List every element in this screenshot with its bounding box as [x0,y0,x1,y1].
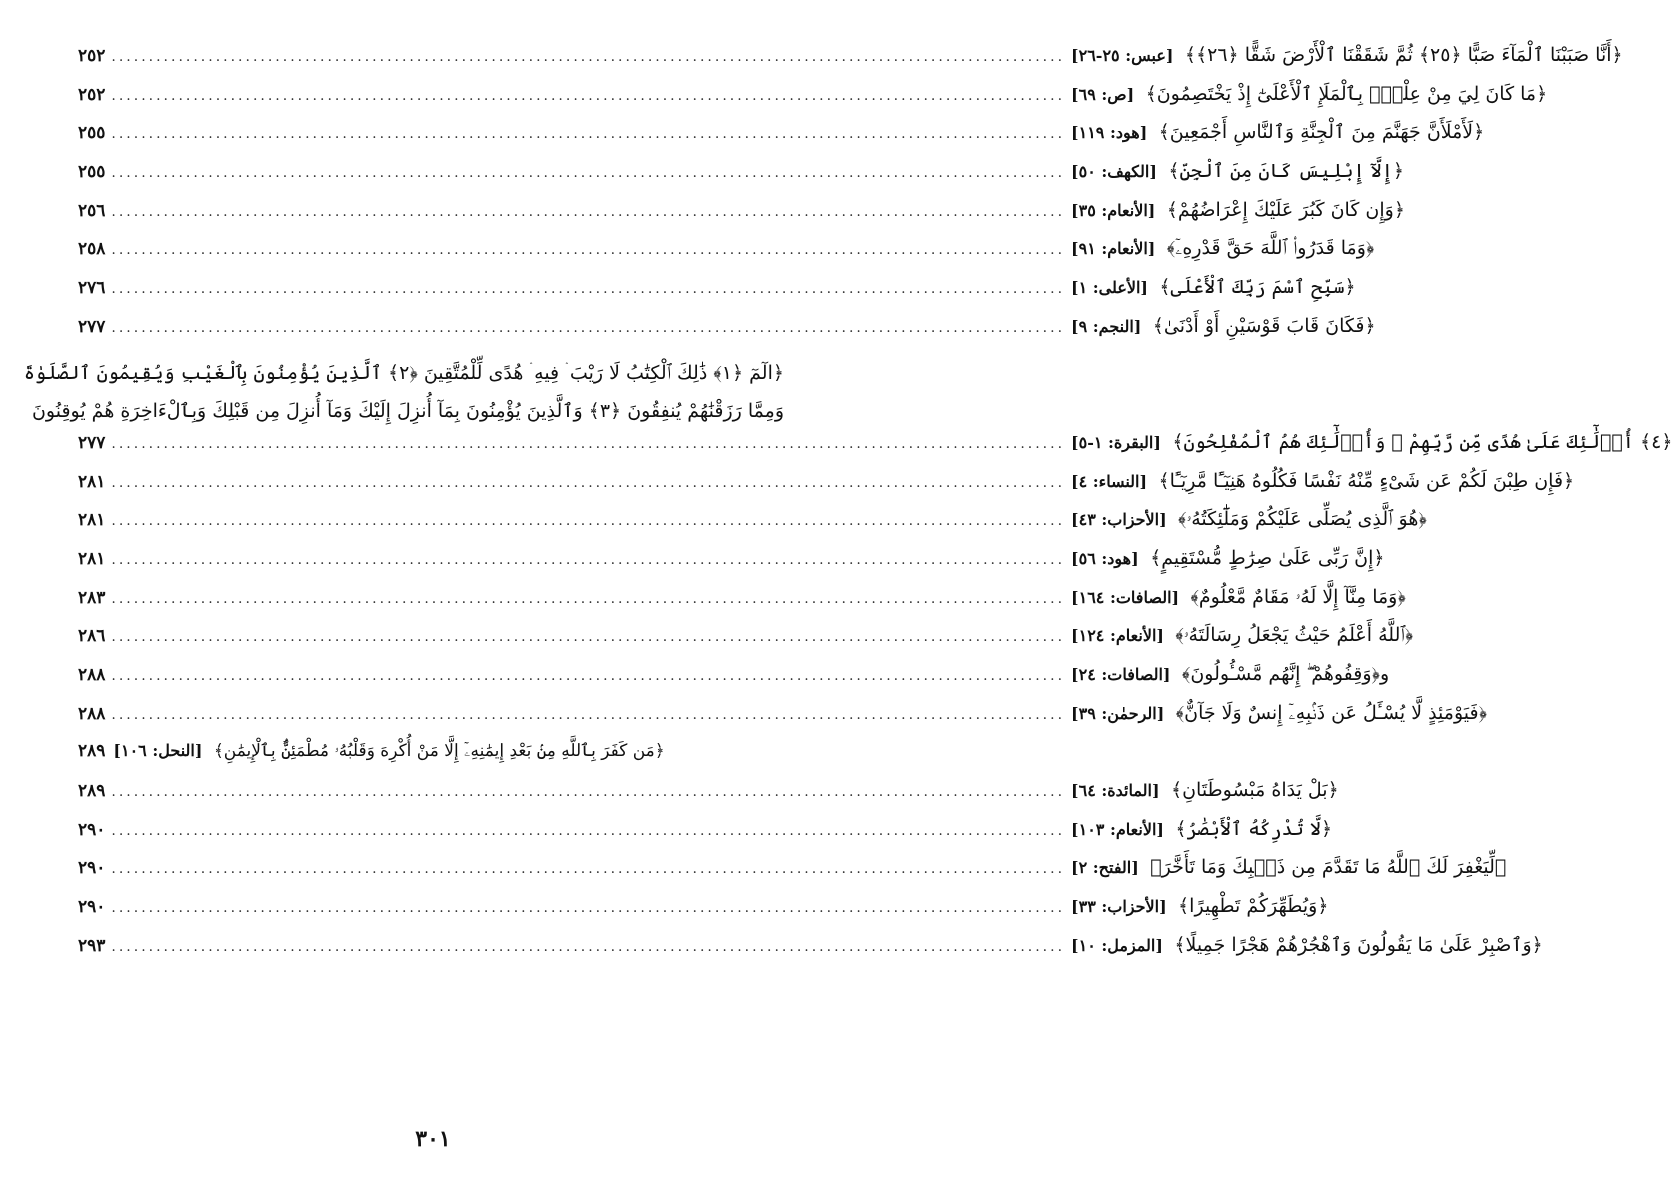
surah-ref: [الأنعام: ١٢٤] [1071,626,1164,646]
index-row [78,508,1427,547]
verse-text: ﴿أَنَّا صَبَبْنَا ٱلْمَآءَ صَبًّا ﴿٢٥﴾ ثُمَّ شَقَقْنَا ٱلْأَرْضَ شَقًّا ﴿٢٦﴾﴾ [1184,44,1623,66]
page-ref: ٢٥٨ [78,239,106,260]
leader-dots [111,900,1065,916]
page-ref: ٢٨١ [78,471,106,492]
surah-ref: [الأنعام: ١٠٣] [1071,819,1164,839]
index-row [78,276,1356,315]
page-ref: ٢٨٨ [78,665,106,685]
page-ref: ٢٩٠ [78,819,106,840]
verse-text: ﴿فَيَوْمَئِذٍ لَّا يُسْـَٔلُ عَن ذَنۢبِهِۦٓ إِنسٌ وَلَا جَآنٌّ﴾ [1175,701,1488,724]
page-ref: ٢٨٩ [78,741,106,762]
index-row [78,121,1485,160]
verse-text: ﴿سَبِّحِ ٱسْمَ رَبِّكَ ٱلْأَعْلَى﴾ [1159,276,1356,299]
leader-dots [111,939,1065,955]
index-row [78,237,1375,276]
page-ref: ٢٨٣ [78,587,106,608]
leader-dots [111,88,1065,104]
page-ref: ٢٨١ [78,548,106,569]
index-row [78,663,1390,702]
verse-text: ﴿وَمَا قَدَرُوا۟ ٱللَّهَ حَقَّ قَدْرِهِۦٓ﴾ [1166,237,1375,260]
index-row [78,933,1543,973]
long-verse-line: وَمِمَّا رَزَقْنَٰهُمْ يُنفِقُونَ ﴿٣﴾ وَٱلَّذِينَ يُؤْمِنُونَ بِمَآ أُنزِلَ إِلَيْكَ وَمَآ أُنزِلَ مِن قَبْلِكَ وَبِٱلْءَاخِرَةِ هُمْ يُوقِنُونَ [31,400,784,423]
surah-ref: [الفتح: ٢] [1071,858,1139,878]
index-row [78,82,1548,122]
surah-ref: [الأحزاب: ٣٣] [1071,897,1167,917]
verse-text: ﴿مَا كَانَ لِيَ مِنْ عِلْمٍۭ بِٱلْمَلَإِ ٱلْأَعْلَىٰٓ إِذْ يَخْتَصِمُونَ﴾ [1145,82,1548,105]
long-verse-line: ﴿الٓمٓ ﴿١﴾ ذَٰلِكَ ٱلْكِتَٰبُ لَا رَيْبَ ۛ فِيهِ ۛ هُدًى لِّلْمُتَّقِينَ ﴿٢﴾ ٱلَّذِينَ يُؤْمِنُونَ بِٱلْغَيْبِ وَيُقِيمُونَ ٱلصَّلَوٰةَ [23,361,784,384]
index-row [78,856,1507,895]
page-ref: ٢٥٢ [78,84,106,105]
leader-dots [111,629,1065,645]
leader-dots [111,165,1065,181]
page-ref: ٢٩٣ [78,935,106,956]
leader-dots [111,126,1065,142]
index-row [78,585,1406,625]
verse-text: ﴿وَٱصْبِرْ عَلَىٰ مَا يَقُولُونَ وَٱهْجُرْهُمْ هَجْرًا جَمِيلًا﴾ [1174,933,1543,956]
index-row [78,817,1333,857]
verse-text: ﴿لَأَمْلَأَنَّ جَهَنَّمَ مِنَ ٱلْجِنَّةِ وَٱلنَّاسِ أَجْمَعِينَ﴾ [1158,121,1485,144]
page-ref: ٢٨٨ [78,703,106,724]
leader-dots [111,49,1065,65]
leader-dots [111,242,1065,258]
leader-dots [111,281,1065,297]
page-ref: ٢٧٧ [78,432,106,453]
index-row [78,740,784,779]
surah-ref: [الأنعام: ٣٥] [1071,200,1156,220]
verse-text: ﴿هُوَ ٱلَّذِى يُصَلِّى عَلَيْكُمْ وَمَلَٰٓئِكَتُهُۥ﴾ [1178,508,1427,531]
index-row [78,198,1405,238]
surah-ref: [الأحزاب: ٤٣] [1071,510,1167,530]
leader-dots [111,668,1065,684]
index-row [78,469,1575,509]
surah-ref: [الأنعام: ٩١] [1071,239,1156,259]
verse-text: و﴿وَقِفُوهُمْ ۖ إِنَّهُم مَّسْـُٔولُونَ﴾ [1181,663,1390,685]
verse-text: ﴿لَّا تُدْرِكُهُ ٱلْأَبْصَٰرُ﴾ [1175,817,1333,840]
surah-ref: [الصافات: ١٦٤] [1071,587,1180,607]
index-row [78,624,1414,663]
verse-index-list [23,44,1672,973]
leader-dots [111,784,1065,800]
index-row [78,430,1672,470]
verse-text: ﴿إِلَّآ إِبْلِيسَ كَانَ مِنَ ٱلْجِنِّ﴾ [1168,160,1405,183]
surah-ref: [النجم: ٩] [1071,316,1142,336]
page-ref: ٢٨٦ [78,626,106,647]
page-ref: ٢٥٢ [78,46,106,66]
page-ref: ٢٨١ [78,510,106,531]
index-row [78,160,1405,199]
page-number: ٣٠١ [415,1126,451,1152]
index-row [78,895,1329,934]
page-ref: ٢٩٠ [78,858,106,879]
index-row [78,44,1623,83]
leader-dots [111,204,1065,220]
surah-ref: [المائدة: ٦٤] [1071,781,1160,801]
surah-ref: [النحل: ١٠٦] [113,741,203,761]
surah-ref: [هود: ١١٩] [1071,123,1148,143]
page-ref: ٢٥٥ [78,123,106,144]
surah-ref: [البقرة: ١-٥] [1071,432,1161,452]
page-ref: ٢٧٦ [78,278,106,299]
index-row [78,546,1385,586]
verse-text: ﴿٤﴾ أُو۟لَٰٓئِكَ عَلَىٰ هُدًى مِّن رَّبِّهِمْ ۖ وَأُو۟لَٰٓئِكَ هُمُ ٱلْمُفْلِحُونَ﴾ [1172,430,1672,453]
leader-dots [111,436,1065,452]
page-ref: ٢٧٧ [78,316,106,337]
leader-dots [111,475,1065,491]
index-row [78,779,1339,818]
surah-ref: [هود: ٥٦] [1071,548,1139,568]
surah-ref: [ص: ٦٩] [1071,84,1135,104]
verse-text: ﴿ٱللَّهُ أَعْلَمُ حَيْثُ يَجْعَلُ رِسَالَتَهُۥ﴾ [1175,624,1414,647]
index-row [78,701,1488,741]
verse-text: ﴿وَيُطَهِّرَكُمْ تَطْهِيرًا﴾ [1178,895,1329,918]
surah-ref: [النساء: ٤] [1071,471,1148,491]
verse-text: ﴿إِنَّ رَبِّى عَلَىٰ صِرَٰطٍ مُّسْتَقِيمٍ﴾ [1150,546,1385,569]
verse-text: ﴿وَمَا مِنَّآ إِلَّا لَهُۥ مَقَامٌ مَّعْلُومٌ﴾ [1190,585,1406,608]
surah-ref: [الصافات: ٢٤] [1071,665,1171,684]
leader-dots [111,552,1065,568]
surah-ref: [الكهف: ٥٠] [1071,162,1157,182]
surah-ref: [المزمل: ١٠] [1071,935,1163,955]
page-ref: ٢٥٦ [78,200,106,221]
verse-text: ﴿لِّيَغْفِرَ لَكَ ٱللَّهُ مَا تَقَدَّمَ مِن ذَنۢبِكَ وَمَا تَأَخَّرَ﴾ [1150,856,1507,879]
verse-text: ﴿بَلْ يَدَاهُ مَبْسُوطَتَانِ﴾ [1170,779,1339,802]
page-ref: ٢٥٥ [78,162,106,183]
verse-text: ﴿فَكَانَ قَابَ قَوْسَيْنِ أَوْ أَدْنَىٰ﴾ [1152,314,1376,337]
surah-ref: [الرحمٰن: ٣٩] [1071,703,1165,723]
leader-dots [111,707,1065,723]
leader-dots [111,320,1065,336]
verse-text: ﴿مَن كَفَرَ بِٱللَّهِ مِنۢ بَعْدِ إِيمَٰنِهِۦٓ إِلَّا مَنْ أُكْرِهَ وَقَلْبُهُۥ مُطْمَئِنٌّۢ بِٱلْإِيمَٰنِ﴾ [213,741,665,762]
leader-dots [111,823,1065,839]
page-ref: ٢٩٠ [78,897,106,918]
surah-ref: [الأعلى: ١] [1071,278,1148,298]
verse-text: ﴿وَإِن كَانَ كَبُرَ عَلَيْكَ إِعْرَاضُهُمْ﴾ [1166,198,1405,221]
leader-dots [111,513,1065,529]
leader-dots [111,861,1065,877]
verse-text: ﴿فَإِن طِبْنَ لَكُمْ عَن شَىْءٍ مِّنْهُ نَفْسًا فَكُلُوهُ هَنِيٓـًٔا مَّرِيٓـًٔا﴾ [1158,469,1575,492]
index-row [78,314,1376,354]
page-ref: ٢٨٩ [78,781,106,802]
surah-ref: [عبس: ٢٥-٢٦] [1071,46,1174,65]
leader-dots [111,591,1065,607]
